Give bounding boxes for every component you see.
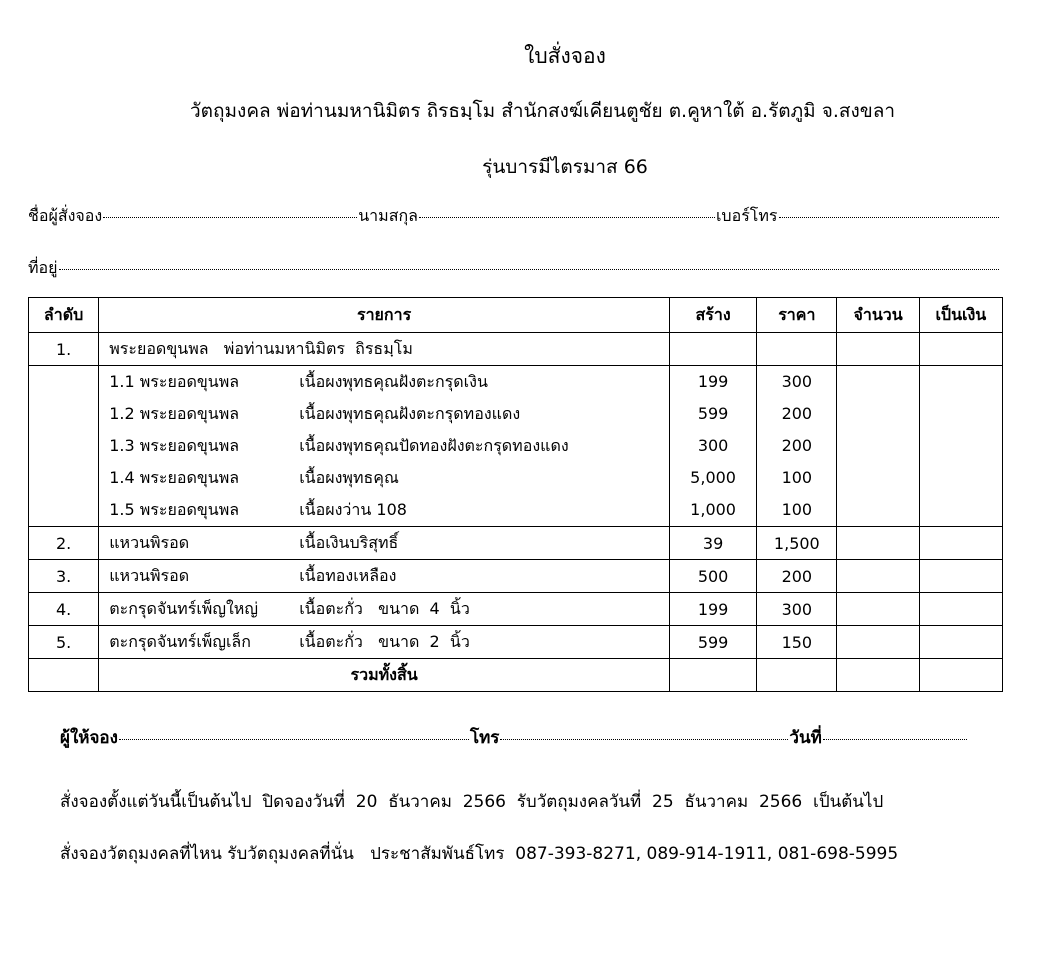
row-price (757, 333, 837, 366)
date-field[interactable] (823, 739, 967, 740)
total-qty[interactable] (837, 659, 919, 692)
subitem-build: 5,000 (690, 468, 736, 487)
row-qty[interactable] (837, 560, 919, 593)
item-material: เนื้อตะกั่ว ขนาด 2 นิ้ว (299, 631, 470, 651)
row-build: 599 (669, 626, 756, 659)
giver-field[interactable] (119, 739, 469, 740)
edition-title: รุ่นบารมีไตรมาส 66 (482, 156, 648, 178)
row-build: 199 (669, 593, 756, 626)
row-no (29, 366, 99, 527)
row-amount[interactable] (919, 560, 1002, 593)
subitem-material: เนื้อผงพุทธคุณ (299, 468, 399, 487)
row-item (99, 626, 670, 659)
item-name: แหวนพิรอด (109, 565, 190, 585)
document-subtitle: วัตถุมงคล พ่อท่านมหานิมิตร ถิรธมฺโม สำนักสงฆ์เคียนตูชัย ต.คูหาใต้ อ.รัตภูมิ จ.สงขลา (190, 100, 896, 122)
contact-note: สั่งจองวัตถุมงคลที่ไหน รับวัตถุมงคลที่นั่น ประชาสัมพันธ์โทร 087-393-8271, 089-914-1911, 081-698-5995 (60, 844, 899, 864)
row-price: 1,500 (757, 527, 837, 560)
row-amount[interactable] (919, 527, 1002, 560)
address-label: ที่อยู่ (28, 258, 58, 277)
subitem-price: 100 (781, 500, 813, 519)
subitem-price: 300 (781, 372, 813, 391)
header-item: รายการ (99, 298, 670, 333)
item-name: ตะกรุดจันทร์เพ็ญใหญ่ (109, 598, 258, 618)
row-no: 3. (29, 560, 99, 593)
total-row (29, 659, 1003, 692)
customer-info-row (28, 204, 1000, 229)
table-row (29, 560, 1003, 593)
total-no (29, 659, 99, 692)
item-name: ตะกรุดจันทร์เพ็ญเล็ก (109, 631, 251, 651)
date-label: วันที่ (789, 728, 822, 748)
table-row (29, 593, 1003, 626)
subitem-name: 1.4 พระยอดขุนพล (109, 468, 240, 487)
document-title: ใบสั่งจอง (524, 44, 606, 68)
item-material: เนื้อทองเหลือง (299, 565, 397, 585)
row-item (99, 593, 670, 626)
item-name: แหวนพิรอด (109, 532, 190, 552)
table-row-group (29, 366, 1003, 527)
header-amount: เป็นเงิน (919, 298, 1002, 333)
subitem-line (109, 366, 669, 398)
row-price (757, 366, 837, 527)
table-row (29, 626, 1003, 659)
header-build: สร้าง (669, 298, 756, 333)
row-item (99, 527, 670, 560)
row-qty[interactable] (837, 527, 919, 560)
row-item (99, 366, 670, 527)
phone-label: เบอร์โทร (715, 206, 778, 225)
row-no: 2. (29, 527, 99, 560)
subitem-material: เนื้อผงพุทธคุณฝังตะกรุดทองแดง (299, 404, 521, 423)
subitem-material: เนื้อผงว่าน 108 (299, 500, 407, 519)
header-qty: จำนวน (837, 298, 919, 333)
order-table (28, 297, 1003, 692)
row-amount[interactable] (919, 366, 1002, 527)
row-qty[interactable] (837, 626, 919, 659)
row-amount[interactable] (919, 593, 1002, 626)
subitem-material: เนื้อผงพุทธคุณปัดทองฝังตะกรุดทองแดง (299, 436, 569, 455)
address-row (28, 256, 1000, 281)
row-build (669, 333, 756, 366)
name-field[interactable] (103, 217, 357, 218)
address-field[interactable] (59, 269, 999, 270)
subitem-build: 199 (697, 372, 729, 391)
giver-phone-field[interactable] (500, 739, 788, 740)
row-item: พระยอดขุนพล พ่อท่านมหานิมิตร ถิรธมฺโม (99, 333, 670, 366)
subitem-build: 1,000 (690, 500, 736, 519)
table-row (29, 527, 1003, 560)
table-header-row (29, 298, 1003, 333)
row-no: 1. (29, 333, 99, 366)
row-build (669, 366, 756, 527)
subitem-line (109, 398, 669, 430)
header-no: ลำดับ (29, 298, 99, 333)
row-price: 150 (757, 626, 837, 659)
total-label: รวมทั้งสิ้น (99, 659, 670, 692)
row-build: 39 (669, 527, 756, 560)
name-label: ชื่อผู้สั่งจอง (28, 206, 103, 225)
header-price: ราคา (757, 298, 837, 333)
row-amount[interactable] (919, 333, 1002, 366)
giver-phone-label: โทร (469, 728, 500, 748)
row-no: 4. (29, 593, 99, 626)
row-build: 500 (669, 560, 756, 593)
subitem-name: 1.2 พระยอดขุนพล (109, 404, 240, 423)
row-item (99, 560, 670, 593)
subitem-name: 1.1 พระยอดขุนพล (109, 372, 240, 391)
subitem-name: 1.3 พระยอดขุนพล (109, 436, 240, 455)
item-material: เนื้อเงินบริสุทธิ์ (299, 532, 399, 552)
phone-field[interactable] (779, 217, 999, 218)
subitem-line (109, 462, 669, 494)
giver-label: ผู้ให้จอง (60, 728, 118, 748)
booking-period-note: สั่งจองตั้งแต่วันนี้เป็นต้นไป ปิดจองวันที่ 20 ธันวาคม 2566 รับวัตถุมงคลวันที่ 25 ธันวาคม 2566 เป็นต้นไป (60, 792, 884, 812)
total-price (757, 659, 837, 692)
row-qty[interactable] (837, 366, 919, 527)
row-qty[interactable] (837, 333, 919, 366)
surname-label: นามสกุล (358, 206, 418, 225)
total-build (669, 659, 756, 692)
subitem-material: เนื้อผงพุทธคุณฝังตะกรุดเงิน (299, 372, 488, 391)
subitem-price: 200 (781, 436, 813, 455)
giver-info-row (60, 724, 968, 751)
item-material: เนื้อตะกั่ว ขนาด 4 นิ้ว (299, 598, 470, 618)
subitem-build: 300 (697, 436, 729, 455)
row-price: 200 (757, 560, 837, 593)
row-no: 5. (29, 626, 99, 659)
subitem-name: 1.5 พระยอดขุนพล (109, 500, 240, 519)
table-row (29, 333, 1003, 366)
subitem-build: 599 (697, 404, 729, 423)
subitem-line (109, 430, 669, 462)
subitem-price: 100 (781, 468, 813, 487)
subitem-price: 200 (781, 404, 813, 423)
row-amount[interactable] (919, 626, 1002, 659)
total-amount[interactable] (919, 659, 1002, 692)
surname-field[interactable] (419, 217, 715, 218)
subitem-line (109, 494, 669, 526)
row-qty[interactable] (837, 593, 919, 626)
row-price: 300 (757, 593, 837, 626)
